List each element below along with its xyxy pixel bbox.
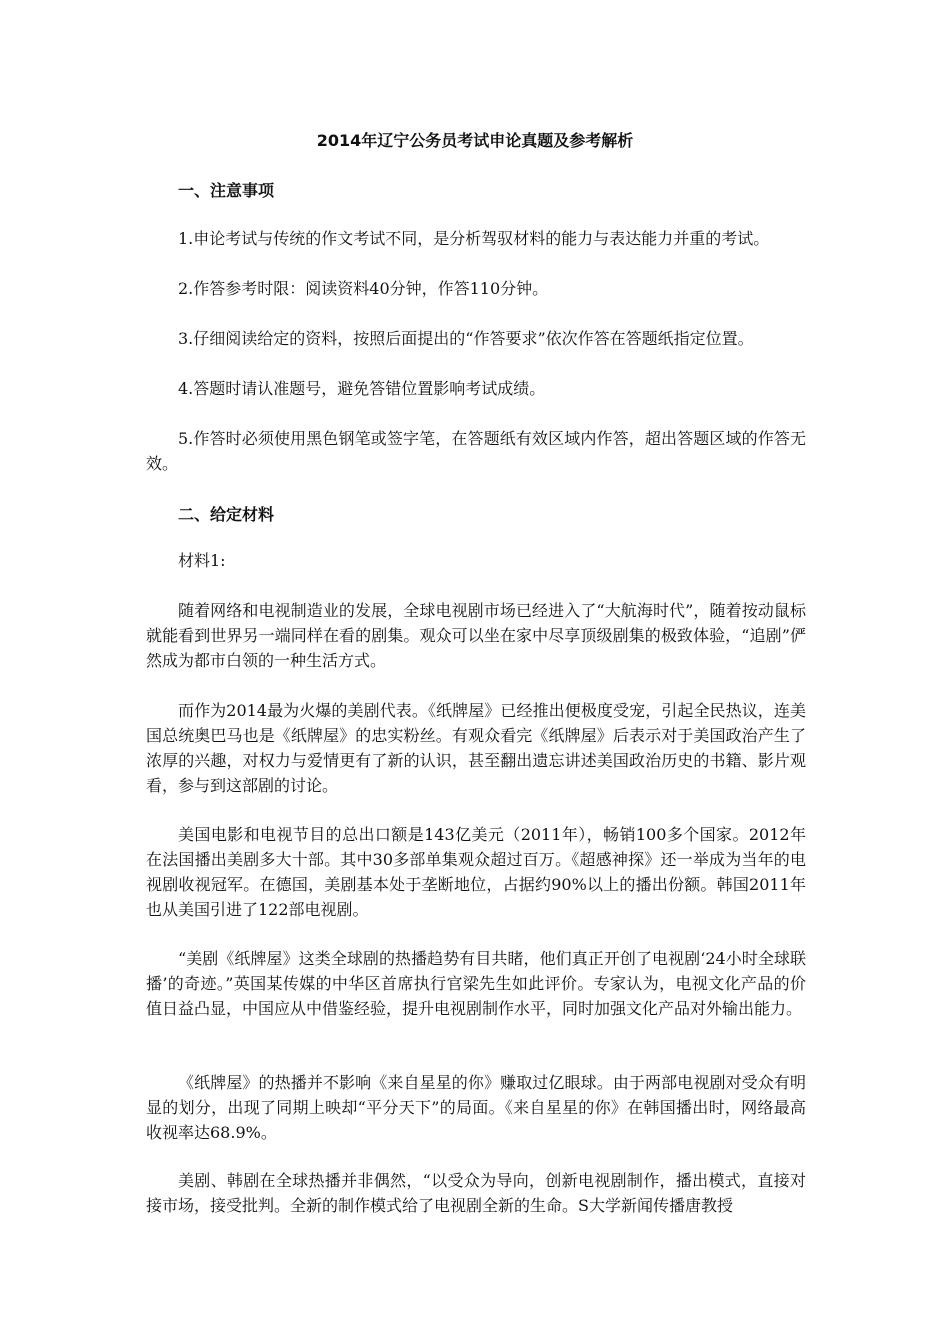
note-item-2: 2.作答参考时限：阅读资料40分钟，作答110分钟。 bbox=[178, 279, 549, 298]
note-item-3: 3.仔细阅读给定的资料，按照后面提出的“作答要求”依次作答在答题纸指定位置。 bbox=[178, 329, 754, 348]
material-paragraph-5: 《纸牌屋》的热播并不影响《来自星星的你》赚取过亿眼球。由于两部电视剧对受众有明显的划分，出现了同期上映却“平分天下”的局面。《来自星星的你》在韩国播出时，网络最高收视率达68.9%。 bbox=[146, 1073, 806, 1142]
note-item-1: 1.申论考试与传统的作文考试不同，是分析驾驭材料的能力与表达能力并重的考试。 bbox=[178, 229, 770, 248]
material-paragraph-3: 美国电影和电视节目的总出口额是143亿美元（2011年），畅销100多个国家。2012年在法国播出美剧多大十部。其中30多部单集观众超过百万。《超感神探》还一举成为当年的电视剧收视冠军。在德国，美剧基本处于垄断地位，占据约90%以上的播出份额。韩国2011年也从美国引进了122部电视剧。 bbox=[146, 825, 806, 919]
page-title: 2014年辽宁公务员考试申论真题及参考解析 bbox=[316, 131, 634, 150]
material-label: 材料1: bbox=[178, 551, 226, 570]
material-paragraph-2: 而作为2014最为火爆的美剧代表。《纸牌屋》已经推出便极度受宠，引起全民热议，连美国总统奥巴马也是《纸牌屋》的忠实粉丝。有观众看完《纸牌屋》后表示对于美国政治产生了浓厚的兴趣，对权力与爱情更有了新的认识，甚至翻出遗忘讲述美国政治历史的书籍、影片观看，参与到这部剧的讨论。 bbox=[146, 701, 806, 795]
material-paragraph-1: 随着网络和电视制造业的发展，全球电视剧市场已经进入了“大航海时代”，随着按动鼠标就能看到世界另一端同样在看的剧集。观众可以坐在家中尽享顶级剧集的极致体验，“追剧”俨然成为都市白领的一种生活方式。 bbox=[146, 601, 806, 670]
section-heading-materials: 二、给定材料 bbox=[178, 505, 275, 524]
material-paragraph-4: “美剧《纸牌屋》这类全球剧的热播趋势有目共睹，他们真正开创了电视剧‘24小时全球联播’的奇迹。”英国某传媒的中华区首席执行官梁先生如此评价。专家认为，电视文化产品的价值日益凸显，中国应从中借鉴经验，提升电视剧制作水平，同时加强文化产品对外输出能力。 bbox=[146, 949, 806, 1018]
note-item-4: 4.答题时请认准题号，避免答错位置影响考试成绩。 bbox=[178, 379, 546, 398]
note-item-5: 5.作答时必须使用黑色钢笔或签字笔，在答题纸有效区域内作答，超出答题区域的作答无效。 bbox=[146, 429, 806, 473]
section-heading-notes: 一、注意事项 bbox=[178, 181, 275, 200]
material-paragraph-6: 美剧、韩剧在全球热播并非偶然，“以受众为导向，创新电视剧制作，播出模式，直接对接市场，接受批判。全新的制作模式给了电视剧全新的生命。S大学新闻传播唐教授 bbox=[146, 1171, 806, 1215]
